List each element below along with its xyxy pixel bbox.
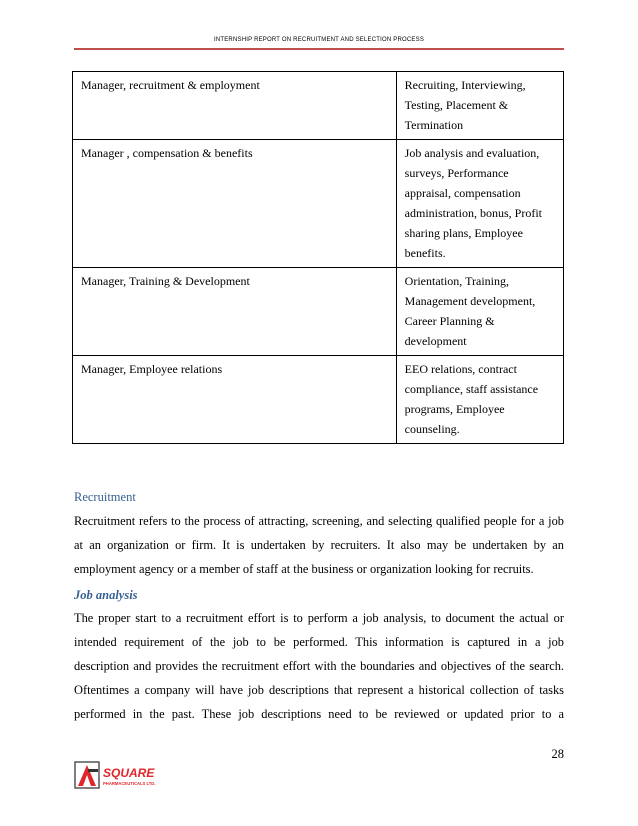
duty-line: Recruiting, Interviewing, (404, 78, 526, 92)
paragraph-line: Oftentimes a company will have job descriptions that represent a historical collection of tasks (74, 683, 564, 697)
duties-cell (396, 268, 563, 356)
paragraph-line: The proper start to a recruitment effort is to perform a job analysis, to document the actual or (74, 611, 564, 625)
duty-line: programs, Employee (404, 402, 505, 416)
paragraph-line: Recruitment refers to the process of attracting, screening, and selecting qualified people for a job (74, 514, 564, 528)
header-rule (74, 48, 564, 50)
duty-line: counseling. (404, 422, 460, 436)
table-row (73, 268, 564, 356)
table-row (73, 356, 564, 444)
table-row (73, 140, 564, 268)
role-cell: Manager, Employee relations (73, 356, 397, 444)
duty-line: administration, bonus, Profit (404, 206, 542, 220)
recruitment-heading: Recruitment (74, 490, 136, 504)
paragraph-line: intended requirement of the job to be performed. This information is captured in a job (74, 635, 564, 649)
page-number: 28 (551, 747, 564, 761)
duty-line: appraisal, compensation (404, 186, 521, 200)
duty-line: compliance, staff assistance (404, 382, 539, 396)
role-cell: Manager, Training & Development (73, 268, 397, 356)
duties-cell (396, 72, 563, 140)
square-pharmaceuticals-logo (74, 760, 184, 790)
paragraph-line: at an organization or firm. It is undertaken by recruiters. It also may be undertaken by an (74, 538, 564, 552)
roles-table (72, 71, 564, 444)
duty-line: development (404, 334, 467, 348)
job-analysis-heading: Job analysis (74, 588, 138, 602)
duty-line: Testing, Placement & (404, 98, 509, 112)
duty-line: Orientation, Training, (404, 274, 509, 288)
duty-line: Termination (404, 118, 464, 132)
table-row (73, 72, 564, 140)
duty-line: surveys, Performance (404, 166, 509, 180)
recruitment-paragraph (74, 509, 564, 581)
logo-sub-text: PHARMACEUTICALS LTD. (103, 781, 156, 786)
paragraph-line: description and provides the recruitment effort with the boundaries and objectives of the search. (74, 659, 564, 673)
duties-cell (396, 356, 563, 444)
role-cell: Manager , compensation & benefits (73, 140, 397, 268)
duty-line: EEO relations, contract (404, 362, 517, 376)
duty-line: Management development, (404, 294, 536, 308)
running-header: INTERNSHIP REPORT ON RECRUITMENT AND SELECTION PROCESS (213, 37, 425, 43)
duty-line: Job analysis and evaluation, (404, 146, 540, 160)
duty-line: benefits. (404, 246, 446, 260)
job-analysis-paragraph (74, 606, 564, 726)
paragraph-line: employment agency or a member of staff at the business or organization looking for recruits. (74, 562, 534, 576)
duty-line: sharing plans, Employee (404, 226, 523, 240)
duty-line: Career Planning & (404, 314, 495, 328)
role-cell: Manager, recruitment & employment (73, 72, 397, 140)
logo-main-text: SQUARE (103, 766, 155, 780)
paragraph-line: performed in the past. These job descriptions need to be reviewed or updated prior to a (74, 707, 564, 721)
duties-cell (396, 140, 563, 268)
